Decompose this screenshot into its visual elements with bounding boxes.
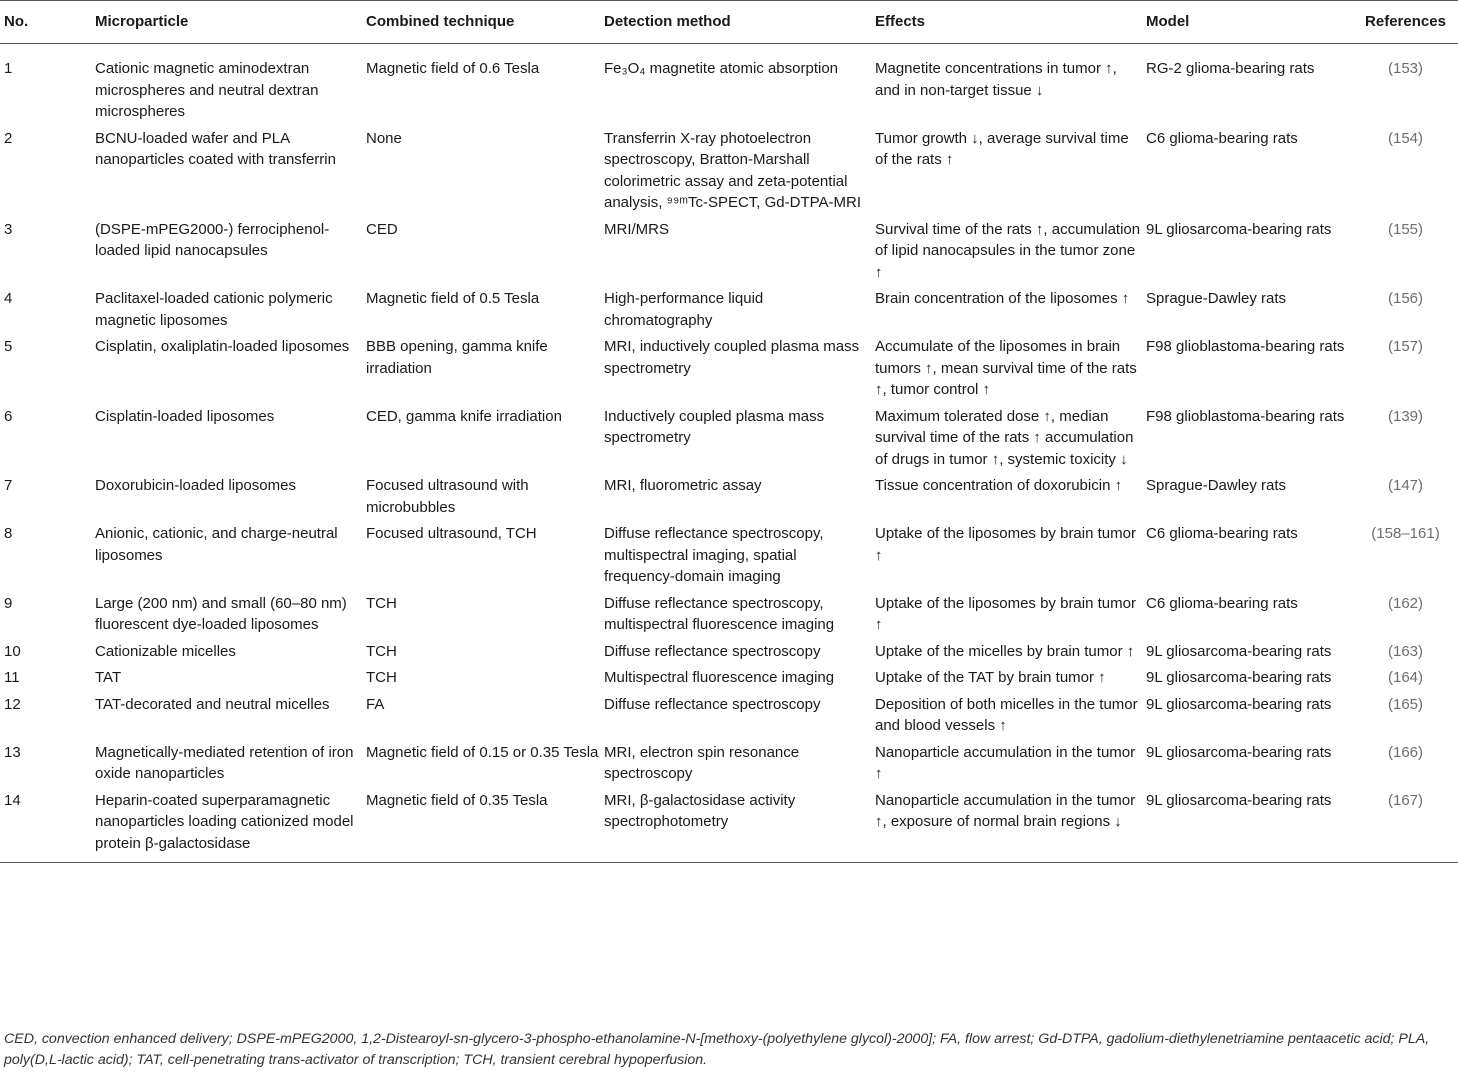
cell-model: F98 glioblastoma-bearing rats bbox=[1146, 338, 1345, 355]
cell-no: 1 bbox=[4, 60, 13, 77]
cell-reference: (166) bbox=[1387, 743, 1424, 761]
cell-model: RG-2 glioma-bearing rats bbox=[1146, 60, 1315, 77]
table-row bbox=[0, 404, 1458, 474]
cell-reference: (164) bbox=[1387, 669, 1424, 686]
cell-microparticle: Cisplatin, oxaliplatin-loaded liposomes bbox=[95, 338, 350, 355]
cell-no: 2 bbox=[4, 129, 13, 147]
cell-effects: Uptake of the TAT by brain tumor ↑ bbox=[875, 669, 1106, 686]
cell-no: 3 bbox=[4, 220, 13, 238]
cell-effects: Uptake of the liposomes by brain tumor ↑ bbox=[875, 525, 1136, 564]
cell-no: 12 bbox=[4, 695, 21, 713]
cell-effects: Deposition of both micelles in the tumor and blood vessels ↑ bbox=[875, 695, 1138, 734]
cell-combined-technique: TCH bbox=[366, 594, 397, 612]
cell-combined-technique: CED bbox=[366, 220, 398, 238]
cell-reference: (153) bbox=[1387, 60, 1424, 77]
header-detection-method: Detection method bbox=[600, 1, 871, 44]
cell-combined-technique: Focused ultrasound with microbubbles bbox=[366, 477, 529, 516]
cell-effects: Nanoparticle accumulation in the tumor ↑ bbox=[875, 743, 1136, 782]
cell-detection-method: MRI/MRS bbox=[604, 220, 669, 238]
table-row bbox=[0, 591, 1458, 639]
cell-detection-method: MRI, fluorometric assay bbox=[604, 477, 762, 494]
cell-reference: (162) bbox=[1387, 594, 1424, 612]
cell-detection-method: MRI, electron spin resonance spectroscopy bbox=[604, 743, 800, 782]
cell-detection-method: Fe₃O₄ magnetite atomic absorption bbox=[604, 60, 839, 77]
cell-microparticle: Cisplatin-loaded liposomes bbox=[95, 407, 275, 425]
cell-model: 9L gliosarcoma-bearing rats bbox=[1146, 695, 1332, 713]
cell-combined-technique: FA bbox=[366, 695, 385, 713]
table-row bbox=[0, 639, 1458, 666]
cell-effects: Maximum tolerated dose ↑, median survival time of the rats ↑ accumulation of drugs in tumor ↑, systemic toxicity ↓ bbox=[875, 407, 1134, 468]
cell-combined-technique: CED, gamma knife irradiation bbox=[366, 407, 562, 425]
cell-no: 8 bbox=[4, 525, 13, 542]
cell-combined-technique: Focused ultrasound, TCH bbox=[366, 525, 537, 542]
cell-microparticle: Magnetically-mediated retention of iron oxide nanoparticles bbox=[95, 743, 354, 782]
cell-effects: Tumor growth ↓, average survival time of the rats ↑ bbox=[875, 129, 1129, 168]
cell-detection-method: Diffuse reflectance spectroscopy bbox=[604, 695, 821, 713]
cell-no: 7 bbox=[4, 477, 13, 494]
cell-model: F98 glioblastoma-bearing rats bbox=[1146, 407, 1345, 425]
cell-microparticle: TAT-decorated and neutral micelles bbox=[95, 695, 330, 713]
cell-no: 11 bbox=[4, 669, 20, 686]
cell-microparticle: Doxorubicin-loaded liposomes bbox=[95, 477, 296, 494]
cell-reference: (165) bbox=[1387, 695, 1424, 713]
cell-reference: (156) bbox=[1387, 290, 1424, 307]
header-combined-technique: Combined technique bbox=[362, 1, 600, 44]
cell-effects: Survival time of the rats ↑, accumulation of lipid nanocapsules in the tumor zone ↑ bbox=[875, 220, 1141, 281]
cell-detection-method: Multispectral fluorescence imaging bbox=[604, 669, 835, 686]
cell-model: Sprague-Dawley rats bbox=[1146, 477, 1287, 494]
table-row bbox=[0, 665, 1458, 692]
cell-microparticle: Cationic magnetic aminodextran microspheres and neutral dextran microspheres bbox=[95, 60, 319, 120]
cell-detection-method: High-performance liquid chromatography bbox=[604, 290, 764, 329]
cell-microparticle: Paclitaxel-loaded cationic polymeric magnetic liposomes bbox=[95, 290, 333, 329]
header-no: No. bbox=[0, 1, 91, 44]
cell-model: 9L gliosarcoma-bearing rats bbox=[1146, 743, 1332, 761]
table-row bbox=[0, 692, 1458, 740]
table-footnote: CED, convection enhanced delivery; DSPE-mPEG2000, 1,2-Distearoyl-sn-glycero-3-phospho-ethanolamine-N-[methoxy-(polyethylene glycol)-2000]; FA, flow arrest; Gd-DTPA, gadolium-diethylenetriamine pentaacetic acid; PLA, poly(D,L-lactic acid); TAT, cell-penetrating trans-activator of transcription; TCH, transient cerebral hypoperfusion. bbox=[4, 1031, 1430, 1068]
cell-model: C6 glioma-bearing rats bbox=[1146, 594, 1298, 612]
cell-reference: (139) bbox=[1387, 407, 1424, 425]
cell-model: Sprague-Dawley rats bbox=[1146, 290, 1287, 307]
cell-microparticle: Heparin-coated superparamagnetic nanoparticles loading cationized model protein β-galactosidase bbox=[91, 788, 362, 863]
cell-microparticle: BCNU-loaded wafer and PLA nanoparticles coated with transferrin bbox=[95, 129, 336, 168]
header-row bbox=[0, 1, 1458, 44]
cell-no: 9 bbox=[4, 594, 13, 612]
cell-reference: (154) bbox=[1387, 129, 1424, 147]
cell-combined-technique: Magnetic field of 0.35 Tesla bbox=[362, 788, 600, 863]
cell-detection-method: MRI, β-galactosidase activity spectrophotometry bbox=[600, 788, 871, 863]
cell-effects: Accumulate of the liposomes in brain tumors ↑, mean survival time of the rats ↑, tumor control ↑ bbox=[875, 338, 1137, 398]
cell-no: 10 bbox=[4, 642, 21, 660]
cell-microparticle: Anionic, cationic, and charge-neutral liposomes bbox=[95, 525, 338, 564]
cell-combined-technique: BBB opening, gamma knife irradiation bbox=[366, 338, 548, 377]
cell-microparticle: TAT bbox=[95, 669, 122, 686]
table-row bbox=[0, 286, 1458, 334]
cell-reference: (167) bbox=[1353, 788, 1458, 863]
cell-combined-technique: Magnetic field of 0.6 Tesla bbox=[366, 60, 540, 77]
cell-model: 9L gliosarcoma-bearing rats bbox=[1146, 669, 1332, 686]
cell-effects: Uptake of the liposomes by brain tumor ↑ bbox=[875, 594, 1136, 633]
header-effects: Effects bbox=[871, 1, 1142, 44]
cell-detection-method: Transferrin X-ray photoelectron spectroscopy, Bratton-Marshall colorimetric assay and zeta-potential analysis, ⁹⁹ᵐTc-SPECT, Gd-DTPA-MRI bbox=[604, 129, 862, 211]
cell-effects: Nanoparticle accumulation in the tumor ↑, exposure of normal brain regions ↓ bbox=[871, 788, 1142, 863]
cell-model: C6 glioma-bearing rats bbox=[1146, 129, 1298, 147]
cell-effects: Brain concentration of the liposomes ↑ bbox=[875, 290, 1130, 307]
header-model: Model bbox=[1142, 1, 1353, 44]
cell-microparticle: (DSPE-mPEG2000-) ferrociphenol-loaded lipid nanocapsules bbox=[95, 220, 330, 259]
cell-model: C6 glioma-bearing rats bbox=[1146, 525, 1298, 542]
cell-detection-method: Diffuse reflectance spectroscopy, multispectral fluorescence imaging bbox=[604, 594, 835, 633]
cell-no: 6 bbox=[4, 407, 13, 425]
table-row bbox=[0, 473, 1458, 521]
cell-combined-technique: Magnetic field of 0.15 or 0.35 Tesla bbox=[366, 743, 599, 761]
cell-combined-technique: TCH bbox=[366, 642, 397, 660]
cell-reference: (147) bbox=[1387, 477, 1424, 494]
table-row bbox=[0, 788, 1458, 863]
cell-reference: (155) bbox=[1387, 220, 1424, 238]
table-body bbox=[0, 44, 1458, 863]
table-row bbox=[0, 334, 1458, 404]
cell-effects: Magnetite concentrations in tumor ↑, and in non-target tissue ↓ bbox=[875, 60, 1117, 99]
table-row bbox=[0, 44, 1458, 126]
cell-detection-method: Diffuse reflectance spectroscopy, multispectral imaging, spatial frequency-domain imaging bbox=[604, 525, 824, 585]
cell-combined-technique: None bbox=[366, 129, 402, 147]
cell-no: 5 bbox=[4, 338, 13, 355]
cell-combined-technique: TCH bbox=[366, 669, 397, 686]
cell-detection-method: MRI, inductively coupled plasma mass spectrometry bbox=[604, 338, 860, 377]
header-microparticle: Microparticle bbox=[91, 1, 362, 44]
table-row bbox=[0, 126, 1458, 217]
cell-no: 13 bbox=[4, 743, 21, 761]
cell-detection-method: Inductively coupled plasma mass spectrometry bbox=[604, 407, 825, 446]
cell-no: 14 bbox=[0, 788, 91, 863]
table-row bbox=[0, 740, 1458, 788]
cell-no: 4 bbox=[4, 290, 13, 307]
cell-reference: (163) bbox=[1387, 642, 1424, 660]
cell-model: 9L gliosarcoma-bearing rats bbox=[1146, 642, 1332, 660]
table-row bbox=[0, 521, 1458, 591]
cell-detection-method: Diffuse reflectance spectroscopy bbox=[604, 642, 821, 660]
cell-combined-technique: Magnetic field of 0.5 Tesla bbox=[366, 290, 540, 307]
cell-effects: Uptake of the micelles by brain tumor ↑ bbox=[875, 642, 1135, 660]
cell-microparticle: Large (200 nm) and small (60–80 nm) fluorescent dye-loaded liposomes bbox=[95, 594, 347, 633]
cell-reference: (158–161) bbox=[1371, 525, 1440, 542]
cell-microparticle: Cationizable micelles bbox=[95, 642, 236, 660]
cell-model: 9L gliosarcoma-bearing rats bbox=[1146, 220, 1332, 238]
cell-effects: Tissue concentration of doxorubicin ↑ bbox=[875, 477, 1123, 494]
cell-reference: (157) bbox=[1387, 338, 1424, 355]
table-row bbox=[0, 217, 1458, 287]
header-references: References bbox=[1353, 1, 1458, 44]
cell-model: 9L gliosarcoma-bearing rats bbox=[1142, 788, 1353, 863]
